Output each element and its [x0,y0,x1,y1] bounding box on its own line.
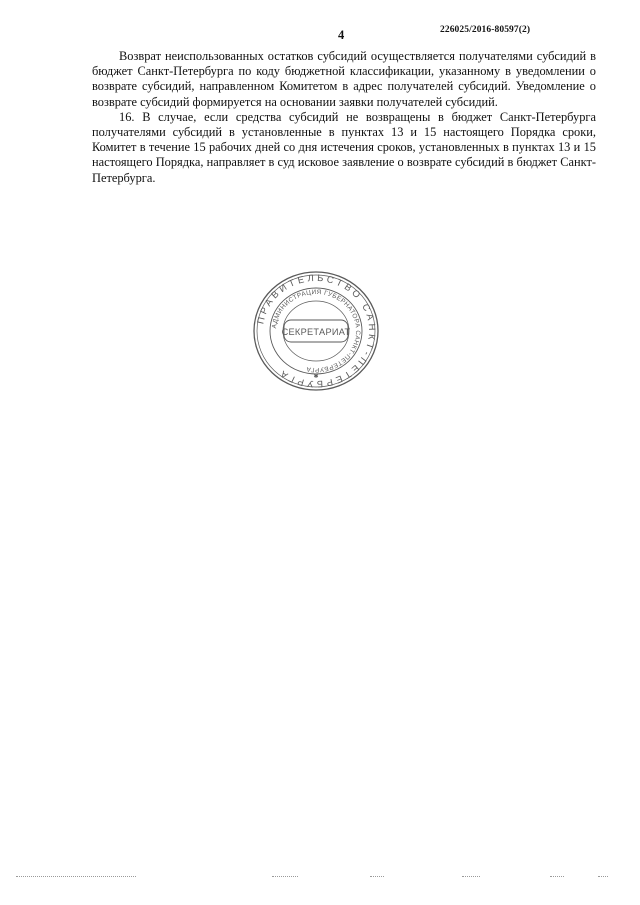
stamp-inner-text: АДМИНИСТРАЦИЯ ГУБЕРНАТОРА САНКТ-ПЕТЕРБУРГА [271,288,362,374]
stamp-center-text: СЕКРЕТАРИАТ [281,327,351,337]
paragraph-return-of-subsidies: Возврат неиспользованных остатков субсидий осуществляется получателями субсидий в бюджет Санкт-Петербурга по коду бюджетной классификации, указанному в уведомлении о возврате субсидий, направленном Комитетом в адрес получателей субсидий. Уведомление о возврате субсидий формируется на основании заявки получателей субсидий. [92,49,596,109]
footer-scan-dots [0,876,640,882]
document-id: 226025/2016-80597(2) [440,25,531,35]
stamp-star-icon: ✱ [313,373,319,380]
document-body [92,49,596,186]
paragraph-16-court-claim: 16. В случае, если средства субсидий не возвращены в бюджет Санкт-Петербурга получателями субсидий в установленные в пунктах 13 и 15 настоящего Порядка сроки, Комитет в течение 15 рабочих дней со дня истечения сроков, установленных в пунктах 13 и 15 настоящего Порядка, направляет в суд исковое заявление о возврате субсидий в бюджет Санкт-Петербурга. [92,109,596,185]
secretariat-stamp [252,270,380,392]
stamp-outer-text: ПРАВИТЕЛЬСТВО САНКТ-ПЕТЕРБУРГА [254,271,379,391]
page-number: 4 [338,28,345,42]
